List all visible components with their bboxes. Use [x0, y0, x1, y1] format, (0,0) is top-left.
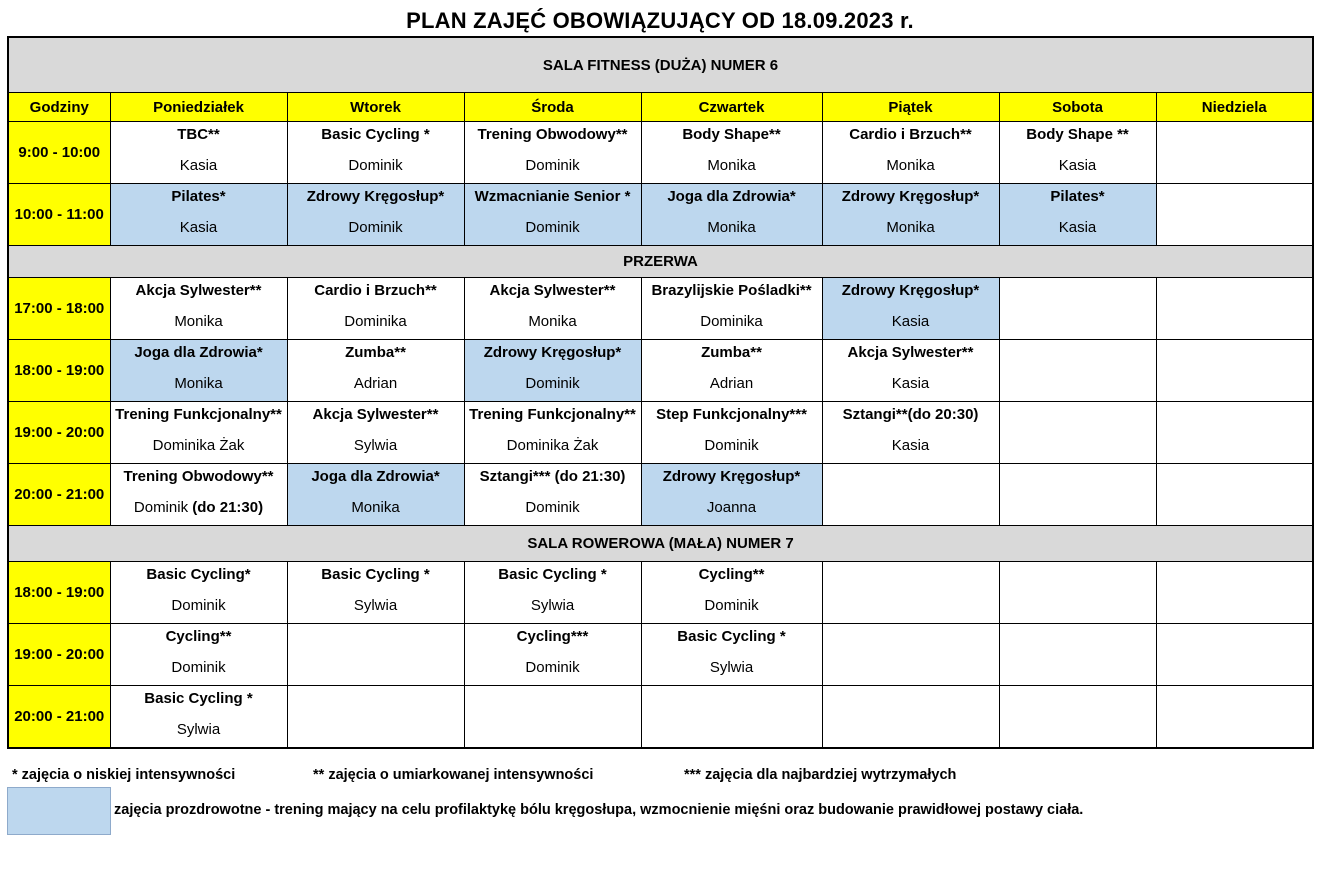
class-cell [110, 122, 287, 184]
trainer-name [465, 218, 641, 238]
schedule-table [7, 36, 1314, 749]
class-cell [1156, 340, 1313, 402]
class-name: Pilates* [171, 188, 226, 205]
class-cell [822, 562, 999, 624]
trainer: Adrian [353, 375, 398, 392]
class-cell [110, 340, 287, 402]
trainer: Kasia [1058, 219, 1097, 236]
trainer: Dominik [704, 437, 759, 454]
class-name: Basic Cycling * [321, 126, 430, 143]
day-header-row [8, 93, 1313, 122]
time-slot: 18:00 - 19:00 [8, 562, 110, 624]
trainer-name [823, 218, 999, 238]
trainer: Sylwia [530, 597, 575, 614]
trainer-name [642, 436, 822, 456]
class-cell [999, 624, 1156, 686]
class-cell [1156, 464, 1313, 526]
trainer-name [1000, 156, 1156, 176]
trainer-name [642, 658, 822, 678]
trainer: Adrian [709, 375, 754, 392]
class-cell [287, 624, 464, 686]
section-title-cycling-row [8, 526, 1313, 562]
legend-moderate-intensity: ** zajęcia o umiarkowanej intensywności [313, 767, 594, 783]
class-name: Akcja Sylwester** [312, 406, 439, 423]
class-cell [641, 624, 822, 686]
trainer-name [823, 156, 999, 176]
break-row-label-row [8, 246, 1313, 278]
time-slot-row [8, 402, 1313, 464]
legend-health-swatch [7, 787, 111, 835]
class-cell [822, 340, 999, 402]
class-cell [641, 278, 822, 340]
trainer-name [642, 498, 822, 518]
header-day: Wtorek [287, 93, 464, 122]
time-slot: 9:00 - 10:00 [8, 122, 110, 184]
trainer: Dominik [525, 157, 580, 174]
class-cell [110, 624, 287, 686]
trainer: Sylwia [353, 597, 398, 614]
class-cell [287, 340, 464, 402]
class-name: Basic Cycling * [677, 628, 786, 645]
trainer: Dominik [133, 499, 189, 516]
class-name: Body Shape** [682, 126, 781, 143]
class-name: Cardio i Brzuch** [849, 126, 972, 143]
class-cell [999, 562, 1156, 624]
class-cell [641, 562, 822, 624]
class-cell [822, 464, 999, 526]
trainer-name [111, 658, 287, 678]
trainer: Sylwia [353, 437, 398, 454]
class-name: Zumba** [701, 344, 762, 361]
time-slot-row [8, 464, 1313, 526]
time-slot: 17:00 - 18:00 [8, 278, 110, 340]
trainer-name [111, 312, 287, 332]
trainer-name [111, 218, 287, 238]
trainer: Kasia [891, 313, 930, 330]
header-day: Sobota [999, 93, 1156, 122]
section-title-fitness: SALA FITNESS (DUŻA) NUMER 6 [8, 37, 1313, 93]
trainer-name [288, 156, 464, 176]
time-slot: 10:00 - 11:00 [8, 184, 110, 246]
trainer-name [465, 374, 641, 394]
header-day: Czwartek [641, 93, 822, 122]
class-cell [999, 464, 1156, 526]
trainer: Monika [174, 313, 223, 330]
class-cell [822, 624, 999, 686]
time-slot: 20:00 - 21:00 [8, 464, 110, 526]
break-row-label: PRZERWA [8, 246, 1313, 278]
trainer-name [111, 596, 287, 616]
class-cell [822, 402, 999, 464]
section-title-cycling: SALA ROWEROWA (MAŁA) NUMER 7 [8, 526, 1313, 562]
trainer-name [465, 312, 641, 332]
trainer-name [111, 498, 287, 518]
class-name: Trening Funkcjonalny** [115, 406, 282, 423]
class-cell [641, 184, 822, 246]
class-cell [464, 340, 641, 402]
time-slot-row [8, 122, 1313, 184]
class-name: Sztangi**(do 20:30) [842, 406, 979, 423]
trainer: Kasia [891, 375, 930, 392]
time-slot-row [8, 340, 1313, 402]
trainer-name [111, 156, 287, 176]
class-name: Step Funkcjonalny*** [656, 406, 807, 423]
class-cell [641, 122, 822, 184]
header-day: Środa [464, 93, 641, 122]
class-cell [822, 184, 999, 246]
trainer: Kasia [891, 437, 930, 454]
class-cell [822, 122, 999, 184]
trainer-name [1000, 218, 1156, 238]
class-name: Zdrowy Kręgosłup* [483, 344, 622, 361]
class-cell [464, 184, 641, 246]
trainer-name [288, 374, 464, 394]
header-day: Piątek [822, 93, 999, 122]
class-cell [464, 402, 641, 464]
class-cell [1156, 402, 1313, 464]
trainer: Monika [351, 499, 400, 516]
class-name: Zdrowy Kręgosłup* [306, 188, 445, 205]
page-title: PLAN ZAJĘĆ OBOWIĄZUJĄCY OD 18.09.2023 r. [406, 8, 914, 33]
class-cell [1156, 624, 1313, 686]
class-name: Joga dla Zdrowia* [667, 188, 796, 205]
trainer: Monika [174, 375, 223, 392]
class-name: Basic Cycling * [144, 690, 253, 707]
class-cell [110, 402, 287, 464]
class-name: Trening Funkcjonalny** [469, 406, 636, 423]
trainer-name [465, 596, 641, 616]
legend-high-intensity: *** zajęcia dla najbardziej wytrzymałych [684, 767, 957, 783]
class-name: Basic Cycling * [498, 566, 607, 583]
trainer-name [465, 658, 641, 678]
trainer-name [465, 498, 641, 518]
class-cell [464, 562, 641, 624]
class-cell [287, 122, 464, 184]
trainer-name [111, 374, 287, 394]
class-name: Trening Obwodowy** [477, 126, 628, 143]
trainer: Dominik [171, 597, 226, 614]
class-cell [287, 686, 464, 749]
class-name: Joga dla Zdrowia* [311, 468, 440, 485]
class-name: Cycling** [165, 628, 232, 645]
trainer: Monika [886, 219, 935, 236]
time-slot: 18:00 - 19:00 [8, 340, 110, 402]
class-cell [641, 686, 822, 749]
time-slot: 19:00 - 20:00 [8, 624, 110, 686]
class-cell [999, 184, 1156, 246]
time-slot: 19:00 - 20:00 [8, 402, 110, 464]
trainer: Kasia [179, 219, 218, 236]
class-name: Wzmacnianie Senior * [474, 188, 631, 205]
trainer: Monika [707, 219, 756, 236]
class-cell [464, 624, 641, 686]
trainer-name [111, 436, 287, 456]
trainer: Dominik [348, 157, 403, 174]
class-name: Cycling*** [516, 628, 589, 645]
time-slot-row [8, 624, 1313, 686]
class-cell [287, 562, 464, 624]
class-cell [110, 184, 287, 246]
trainer-name [288, 596, 464, 616]
header-day: Poniedziałek [110, 93, 287, 122]
legend-health-text: zajęcia prozdrowotne - trening mający na celu profilaktykę bólu kręgosłupa, wzmocnienie mięśni oraz budowanie prawidłowej postawy ciała. [114, 802, 1084, 818]
class-cell [1156, 562, 1313, 624]
class-cell [464, 686, 641, 749]
class-cell [464, 278, 641, 340]
trainer-name [823, 436, 999, 456]
trainer-name [823, 374, 999, 394]
class-cell [641, 340, 822, 402]
trainer: Dominik [525, 659, 580, 676]
trainer: Dominik [525, 375, 580, 392]
trainer-name [465, 156, 641, 176]
class-cell [287, 464, 464, 526]
trainer: Dominik [525, 219, 580, 236]
trainer: Dominika Żak [506, 437, 599, 454]
time-slot-row [8, 686, 1313, 749]
trainer: Sylwia [709, 659, 754, 676]
class-cell [110, 686, 287, 749]
header-day: Niedziela [1156, 93, 1313, 122]
trainer: Joanna [706, 499, 757, 516]
class-name: Trening Obwodowy** [123, 468, 274, 485]
class-cell [1156, 122, 1313, 184]
trainer-name [288, 436, 464, 456]
class-cell [999, 686, 1156, 749]
class-name: Joga dla Zdrowia* [134, 344, 263, 361]
trainer: Dominika [344, 313, 407, 330]
class-name: Sztangi*** (do 21:30) [479, 468, 626, 485]
class-cell [999, 122, 1156, 184]
class-name: Akcja Sylwester** [489, 282, 616, 299]
class-name: Zdrowy Kręgosłup* [841, 282, 980, 299]
class-cell [110, 278, 287, 340]
class-name: TBC** [177, 126, 220, 143]
trainer-note: (do 21:30) [188, 499, 264, 516]
class-name: Basic Cycling * [321, 566, 430, 583]
trainer: Dominika Żak [152, 437, 245, 454]
trainer-name [111, 720, 287, 740]
class-name: Akcja Sylwester** [135, 282, 262, 299]
class-cell [641, 464, 822, 526]
trainer: Kasia [1058, 157, 1097, 174]
class-cell [287, 278, 464, 340]
trainer-name [642, 156, 822, 176]
class-cell [110, 562, 287, 624]
trainer: Sylwia [176, 721, 221, 738]
trainer: Kasia [179, 157, 218, 174]
class-name: Cycling** [698, 566, 765, 583]
class-name: Basic Cycling* [146, 566, 251, 583]
class-cell [464, 122, 641, 184]
class-name: Akcja Sylwester** [847, 344, 974, 361]
class-cell [822, 686, 999, 749]
trainer: Dominika [700, 313, 763, 330]
class-cell [641, 402, 822, 464]
class-cell [999, 402, 1156, 464]
class-cell [287, 402, 464, 464]
class-cell [999, 340, 1156, 402]
class-name: Zdrowy Kręgosłup* [841, 188, 980, 205]
trainer: Dominik [348, 219, 403, 236]
trainer-name [288, 312, 464, 332]
class-cell [999, 278, 1156, 340]
trainer: Dominik [704, 597, 759, 614]
trainer: Monika [886, 157, 935, 174]
trainer-name [642, 218, 822, 238]
class-name: Cardio i Brzuch** [314, 282, 437, 299]
trainer-name [465, 436, 641, 456]
class-name: Body Shape ** [1026, 126, 1129, 143]
time-slot-row [8, 562, 1313, 624]
class-cell [1156, 686, 1313, 749]
class-cell [1156, 184, 1313, 246]
class-cell [110, 464, 287, 526]
time-slot-row [8, 278, 1313, 340]
class-cell [822, 278, 999, 340]
time-slot-row [8, 184, 1313, 246]
class-name: Pilates* [1050, 188, 1105, 205]
class-cell [464, 464, 641, 526]
class-name: Brazylijskie Pośladki** [651, 282, 812, 299]
trainer-name [642, 374, 822, 394]
class-name: Zumba** [345, 344, 406, 361]
trainer: Dominik [525, 499, 580, 516]
class-cell [1156, 278, 1313, 340]
trainer-name [642, 312, 822, 332]
trainer: Monika [528, 313, 577, 330]
trainer-name [288, 218, 464, 238]
trainer: Dominik [171, 659, 226, 676]
legend-low-intensity: * zajęcia o niskiej intensywności [12, 767, 236, 783]
section-title-fitness-row [8, 37, 1313, 93]
class-name: Zdrowy Kręgosłup* [662, 468, 801, 485]
trainer-name [288, 498, 464, 518]
trainer-name [642, 596, 822, 616]
trainer: Monika [707, 157, 756, 174]
class-cell [287, 184, 464, 246]
header-hours: Godziny [8, 93, 110, 122]
trainer-name [823, 312, 999, 332]
time-slot: 20:00 - 21:00 [8, 686, 110, 749]
